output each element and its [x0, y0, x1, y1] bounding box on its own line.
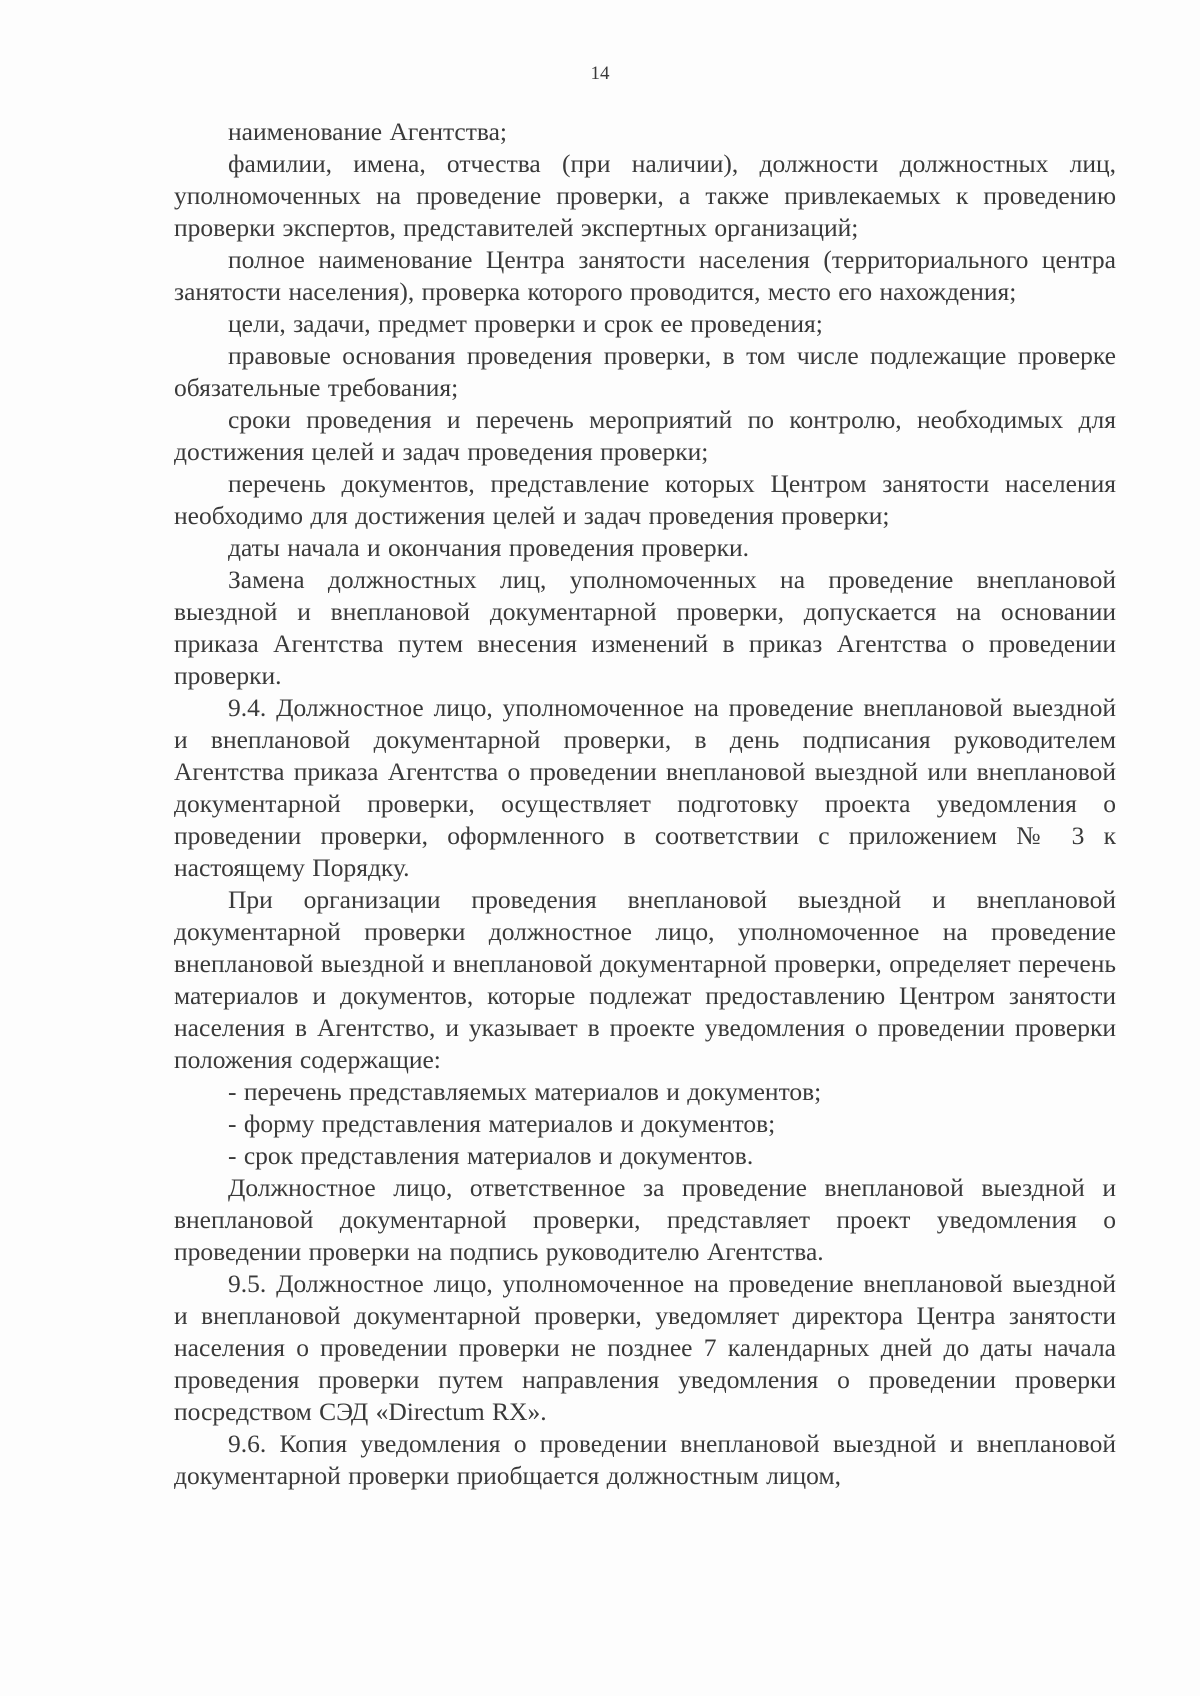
list-item: - срок представления материалов и документов.	[228, 1141, 754, 1170]
paragraph: При организации проведения внеплановой выездной и внеплановой документарной проверки должностное лицо, уполномоченное на проведение внеплановой выездной и внеплановой документарной проверки, определяет перечень материалов и документов, которые подлежат предоставлению Центром занятости населения в Агентство, и указывает в проекте уведомления о проведении проверки положения содержащие:	[174, 885, 1116, 1074]
paragraph: полное наименование Центра занятости населения (территориального центра занятости населения), проверка которого проводится, место его нахождения;	[174, 245, 1116, 306]
paragraph: Должностное лицо, ответственное за проведение внеплановой выездной и внеплановой документарной проверки, представляет проект уведомления о проведении проверки на подпись руководителю Агентства.	[174, 1173, 1116, 1266]
paragraph: цели, задачи, предмет проверки и срок ее проведения;	[228, 309, 823, 338]
paragraph: наименование Агентства;	[228, 117, 507, 146]
paragraph: даты начала и окончания проведения проверки.	[228, 533, 750, 562]
paragraph: фамилии, имена, отчества (при наличии), должности должностных лиц, уполномоченных на проведение проверки, а также привлекаемых к проведению проверки экспертов, представителей экспертных организаций;	[174, 149, 1116, 242]
paragraph: правовые основания проведения проверки, в том числе подлежащие проверке обязательные требования;	[174, 341, 1116, 402]
page-number: 14	[590, 63, 610, 84]
section-9-4-paragraph: 9.4. Должностное лицо, уполномоченное на проведение внеплановой выездной и внеплановой документарной проверки, в день подписания руководителем Агентства приказа Агентства о проведении внеплановой выездной или внеплановой документарной проверки, осуществляет подготовку проекта уведомления о проведении проверки, оформленного в соответствии с приложением № 3 к настоящему Порядку.	[174, 693, 1116, 882]
paragraph: Замена должностных лиц, уполномоченных на проведение внеплановой выездной и внеплановой документарной проверки, допускается на основании приказа Агентства путем внесения изменений в приказ Агентства о проведении проверки.	[174, 565, 1116, 690]
paragraph: перечень документов, представление которых Центром занятости населения необходимо для достижения целей и задач проведения проверки;	[174, 469, 1116, 530]
document-body	[174, 116, 1116, 1492]
list-item: - форму представления материалов и документов;	[228, 1109, 776, 1138]
section-9-5-paragraph: 9.5. Должностное лицо, уполномоченное на проведение внеплановой выездной и внеплановой документарной проверки, уведомляет директора Центра занятости населения о проведении проверки не позднее 7 календарных дней до даты начала проведения проверки путем направления уведомления о проведении проверки посредством СЭД «Directum RX».	[174, 1269, 1116, 1426]
section-9-6-paragraph: 9.6. Копия уведомления о проведении внеплановой выездной и внеплановой документарной проверки приобщается должностным лицом,	[174, 1429, 1116, 1490]
paragraph: сроки проведения и перечень мероприятий по контролю, необходимых для достижения целей и задач проведения проверки;	[174, 405, 1116, 466]
list-item: - перечень представляемых материалов и документов;	[228, 1077, 822, 1106]
